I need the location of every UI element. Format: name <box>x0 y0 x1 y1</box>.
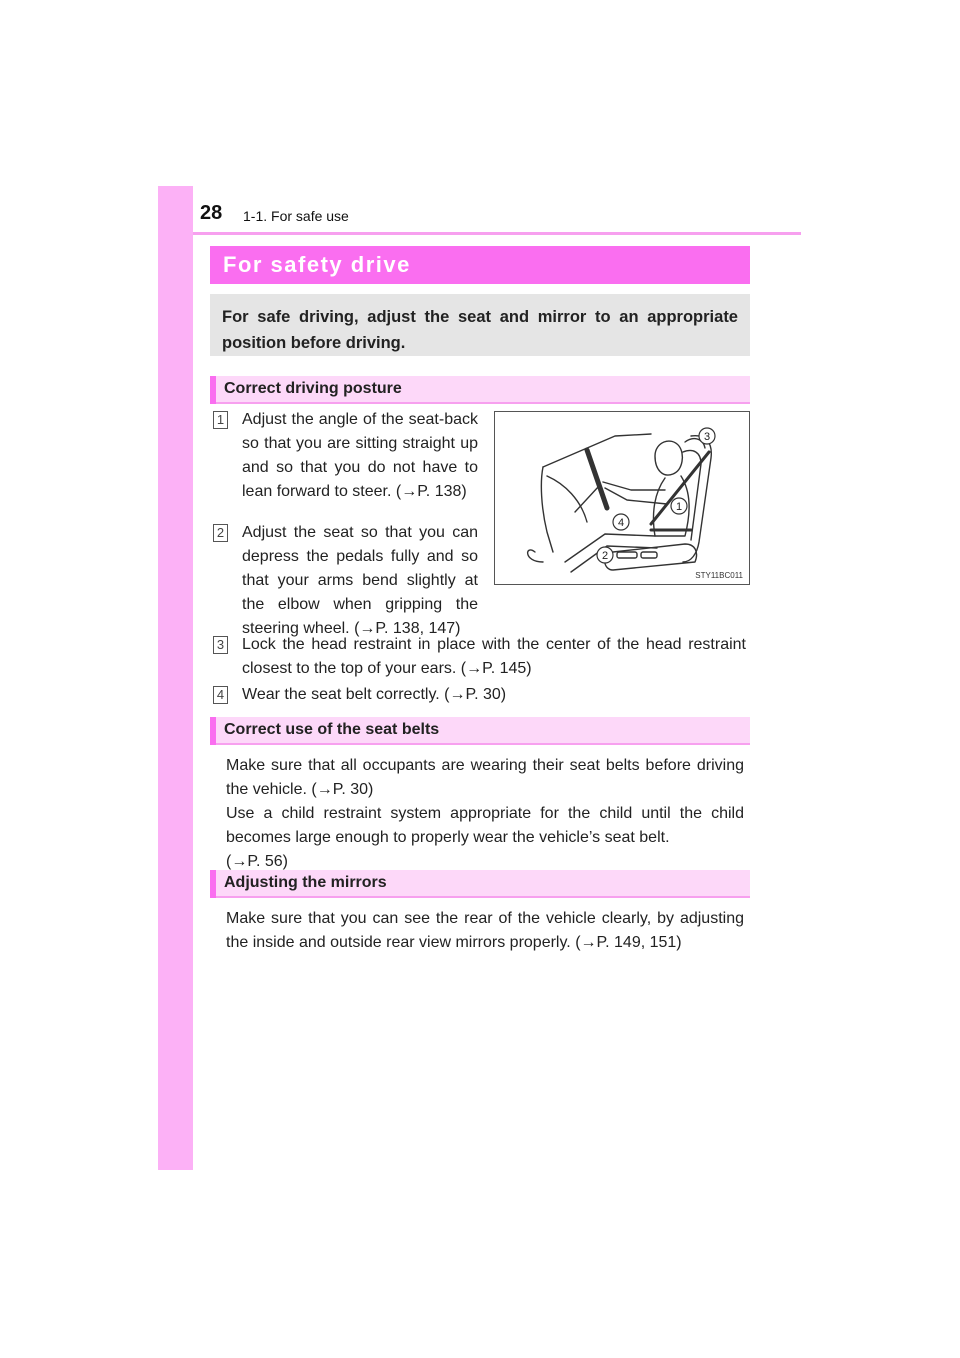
item-number: 3 <box>213 636 228 654</box>
item-text: Lock the head restraint in place with the center of the head restraint closest to the top of your ears. (→P. 145) <box>242 636 746 677</box>
subhead-driving-posture <box>210 376 750 404</box>
item-text: Adjust the angle of the seat-back so that you are sitting straight up and so that you do not have to lean forward to steer. (→P. 138) <box>242 411 478 500</box>
child-restraint-reference: (→P. 56) <box>226 853 288 870</box>
driver-head <box>655 441 682 475</box>
figure-code: STY11BC011 <box>695 571 743 580</box>
child-restraint-paragraph: Use a child restraint system appropriate for the child until the child becomes large enough to properly wear the vehicle’s seat belt. <box>226 805 744 846</box>
header-rule <box>193 232 801 235</box>
subhead-mirrors <box>210 870 750 898</box>
seat-knob <box>641 552 657 558</box>
roof-line <box>543 434 651 467</box>
steering-column <box>575 486 599 512</box>
driving-posture-illustration <box>494 411 750 585</box>
callout-3-label: 3 <box>703 431 711 443</box>
subhead-seat-belts <box>210 717 750 745</box>
seat-belt-paragraph: Make sure that all occupants are wearing their seat belts before driving the vehicle. (→P. 30) <box>226 757 744 798</box>
seat-lever <box>617 552 637 558</box>
callout-1-label: 1 <box>675 501 683 513</box>
intro-text: For safe driving, adjust the seat and mirror to an appropriate position before driving. <box>222 308 738 352</box>
mirrors-paragraph: Make sure that you can see the rear of the vehicle clearly, by adjusting the inside and outside rear view mirrors properly. (→P. 149, 151) <box>226 910 744 951</box>
item-number: 4 <box>213 686 228 704</box>
subhead-seat-belts-label: Correct use of the seat belts <box>224 721 440 738</box>
pedal <box>528 550 543 562</box>
dashboard-line <box>541 467 553 552</box>
title-bar <box>210 246 750 284</box>
item-number: 1 <box>213 411 228 429</box>
section-label: 1-1. For safe use <box>243 208 349 224</box>
subhead-mirrors-label: Adjusting the mirrors <box>224 874 387 891</box>
dashboard-panel <box>547 476 587 522</box>
steering-wheel <box>587 450 607 508</box>
driver-leg-lower <box>571 546 657 572</box>
page-title: For safety drive <box>223 252 411 277</box>
side-tab <box>158 186 193 1170</box>
page-number: 28 <box>200 202 223 224</box>
driver-arm <box>603 482 665 490</box>
item-number: 2 <box>213 524 228 542</box>
item-text: Adjust the seat so that you can depress the pedals fully and so that your arms bend slightly at the elbow when gripping the steering wheel. (→P. 138, 147) <box>242 524 478 637</box>
callout-4-label: 4 <box>617 517 625 529</box>
subhead-driving-posture-label: Correct driving posture <box>224 380 402 397</box>
item-text: Wear the seat belt correctly. (→P. 30) <box>242 686 507 703</box>
callout-2-label: 2 <box>601 550 609 562</box>
intro-box <box>210 294 750 356</box>
driver-seat-diagram <box>495 412 749 584</box>
